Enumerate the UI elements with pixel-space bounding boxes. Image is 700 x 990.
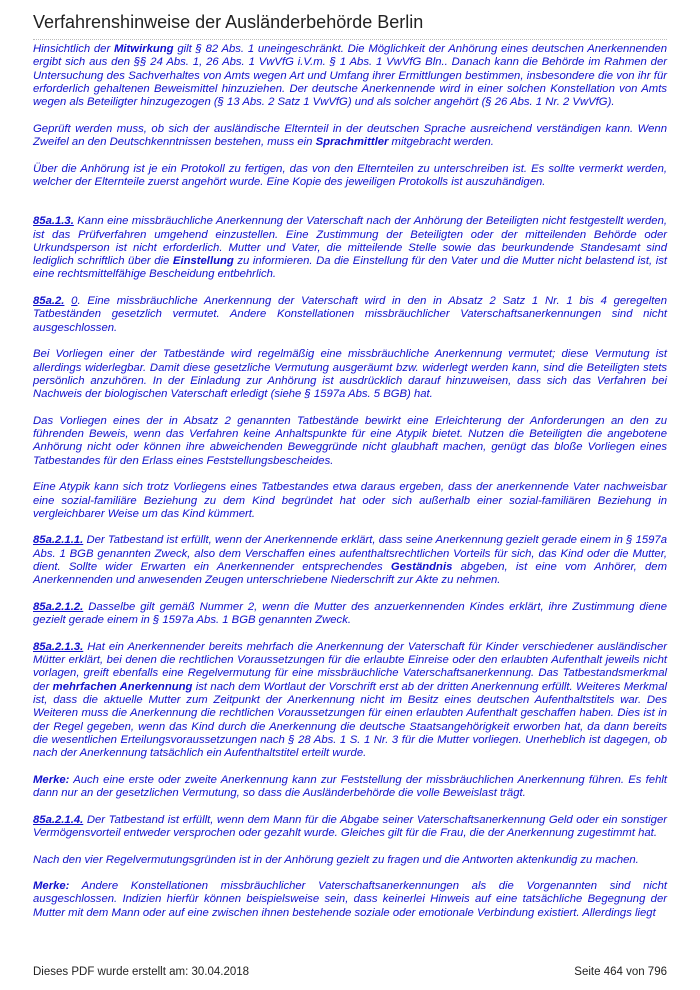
bold-term: Geständnis bbox=[390, 560, 453, 573]
paragraph-85a-2-1-1: 85a.2.1.1. Der Tatbestand ist erfüllt, wenn der Anerkennende erklärt, dass seine Anerkennung gezielt gerade einem in § 1597a Abs. 1 BGB genannten Zweck, also dem Verschaffen eines aufenthaltsrechtlichen Vorteils für sich, das Kind oder die Mutter, dient. Sollte wider Erwarten ein Anerkennender entsprechendes Geständnis abgeben, ist eine vom Anhörer, dem Anerkennenden und anwesenden Zeugen unterschriebene Niederschrift zur Akte zu nehmen. bbox=[33, 534, 667, 587]
document-body bbox=[33, 43, 667, 933]
section-ref-85a-2-1-1[interactable]: 85a.2.1.1. bbox=[33, 534, 84, 547]
section-ref-85a-2-1-4[interactable]: 85a.2.1.4. bbox=[33, 813, 84, 826]
bold-term: Einstellung bbox=[172, 255, 234, 268]
bold-term: mehrfachen Anerkennung bbox=[52, 680, 193, 693]
paragraph-protokoll: Über die Anhörung ist je ein Protokoll zu fertigen, das von den Elternteilen zu unterschreiben ist. Es sollte vermerkt werden, welcher der Elternteile zuerst angehört wurde. Eine Kopie des jeweiligen Protokolls ist auszuhändigen. bbox=[33, 162, 667, 188]
paragraph-85a-2-1-3: 85a.2.1.3. Hat ein Anerkennender bereits mehrfach die Anerkennung der Vaterschaft für Kinder verschiedener ausländischer Mütter erklärt, bei denen die rechtlichen Voraussetzungen für die erlaubte Einreise oder den erlaubten Aufenthalt jeweils nicht vorlagen, greift ebenfalls eine Regelvermutung für eine missbräuchliche Vaterschaftsanerkennung. Das Tatbestandsmerkmal der mehrfachen Anerkennung ist nach dem Wortlaut der Vorschrift erst ab der dritten Anerkennung erfüllt. Weiteres Merkmal ist, dass die aktuelle Mutter zum Zeitpunkt der Anerkennung nicht im Besitz eines deutschen Aufenthaltstitels war. Des Weiteren muss die Anerkennung die rechtlichen Voraussetzungen für einen erlaubten Aufenthalt geschaffen haben. Dies ist in der Regel gegeben, wenn das Kind durch die Anerkennung die deutsche Staatsangehörigkeit erworben hat, da dann bereits die wesentlichen Erteilungsvoraussetzungen nach § 28 Abs. 1 S. 1 Nr. 3 für die Mutter vorliegen. Unerheblich ist dagegen, ob nach der Anerkennung tatsächlich ein Aufenthaltstitel erteilt wurde. bbox=[33, 640, 668, 760]
paragraph-vermutung: Bei Vorliegen einer der Tatbestände wird regelmäßig eine missbräuchliche Anerkennung vermutet; diese Vermutung ist allerdings widerlegbar. Damit diese gesetzliche Vermutung ausgeräumt bzw. widerlegt werden kann, sind die Beteiligten stets persönlich anzuhören. In der Einladung zur Anhörung ist ausdrücklich darauf hinzuweisen, dass sich das Verfahren bei Nachweis der biologischen Vaterschaft erledigt (siehe § 1597a Abs. 5 BGB) hat. bbox=[33, 348, 667, 401]
paragraph-atypik: Eine Atypik kann sich trotz Vorliegens eines Tatbestandes etwa daraus ergeben, dass der anerkennende Vater nachweisbar eine sozial-familiäre Beziehung zu dem Kind begründet hat oder sich außerhalb einer sozial-familiären Beziehung in vergleichbarer Weise um das Kind kümmert. bbox=[33, 481, 667, 520]
section-ref-85a-2-1-3[interactable]: 85a.2.1.3. bbox=[33, 640, 84, 653]
paragraph-85a-1-3: 85a.1.3. Kann eine missbräuchliche Anerkennung der Vaterschaft nach der Anhörung der Beteiligten nicht festgestellt werden, ist das Prüfverfahren umgehend einzustellen. Eine Zustimmung der Beteiligten oder der mitteilenden Behörde oder Urkundsperson ist nicht erforderlich. Mutter und Vater, die mitteilende Stelle sowie das beurkundende Standesamt sind lediglich schriftlich über die Einstellung zu informieren. Da die Einstellung für den Vater und die Mutter nicht belastend ist, ist eine rechtsmittelfähige Bescheidung entbehrlich. bbox=[33, 215, 667, 281]
paragraph-85a-2-1-2: 85a.2.1.2. Dasselbe gilt gemäß Nummer 2, wenn die Mutter des anzuerkennenden Kindes erklärt, ihre Zustimmung diene gezielt gerade einem in § 1597a Abs. 1 BGB genannten Zweck. bbox=[33, 600, 667, 627]
paragraph-merke-2: Merke: Andere Konstellationen missbräuchlicher Vaterschaftsanerkennungen als die Vorgenannten sind nicht ausgeschlossen. Indizien hierfür können beispielsweise sein, dass keinerlei Hinweis auf eine tatsächliche Begegnung der Mutter mit dem Mann oder auf eine zwischen ihnen bestehende soziale oder emotionale Verbindung existiert. Allerdings liegt bbox=[33, 880, 667, 919]
page-footer bbox=[33, 966, 667, 978]
section-ref-85a-1-3[interactable]: 85a.1.3. bbox=[33, 215, 74, 228]
bold-term: Sprachmittler bbox=[315, 136, 389, 149]
bold-term: Mitwirkung bbox=[113, 43, 174, 55]
section-ref-85a-2-1-2[interactable]: 85a.2.1.2. bbox=[33, 600, 84, 613]
page-header-title: Verfahrenshinweise der Ausländerbehörde Berlin bbox=[33, 12, 667, 40]
paragraph-regelvermutung: Nach den vier Regelvermutungsgründen ist in der Anhörung gezielt zu fragen und die Antworten aktenkundig zu machen. bbox=[33, 853, 639, 866]
paragraph-sprachmittler: Geprüft werden muss, ob sich der ausländische Elternteil in der deutschen Sprache ausreichend verständigen kann. Wenn Zweifel an den Deutschkenntnissen bestehen, muss ein Sprachmittler mitgebracht werden. bbox=[33, 122, 667, 149]
paragraph-merke-1: Merke: Auch eine erste oder zweite Anerkennung kann zur Feststellung der missbräuchlichen Anerkennung führen. Es fehlt dann nur an der gesetzlichen Vermutung, so dass die Ausländerbehörde die volle Beweislast trägt. bbox=[33, 773, 667, 800]
footer-page-number: Seite 464 von 796 bbox=[574, 966, 667, 978]
section-ref-85a-2[interactable]: 85a.2. bbox=[33, 295, 65, 308]
paragraph-erleichterung: Das Vorliegen eines der in Absatz 2 genannten Tatbestände bewirkt eine Erleichterung der Anforderungen an den zu führenden Beweis, wenn das Verfahren keine Anhaltspunkte für eine Atypik bietet. Nutzen die Beteiligten die angebotene Anhörung nicht oder können ihre abweichenden Beweggründe nicht glaubhaft machen, genügt das bloße Vorliegen eines Tatbestandes für den Erlass eines Feststellungsbescheides. bbox=[33, 414, 667, 467]
merke-label: Merke: bbox=[33, 880, 70, 893]
paragraph-85a-2-1-4: 85a.2.1.4. Der Tatbestand ist erfüllt, wenn dem Mann für die Abgabe seiner Vaterschaftsanerkennung Geld oder ein sonstiger Vermögensvorteil entweder versprochen oder gezahlt wurde. Gleiches gilt für die Frau, die der Anerkennung zugestimmt hat. bbox=[33, 813, 667, 839]
section-ref-0[interactable]: 0 bbox=[71, 295, 78, 308]
paragraph-mitwirkung: Hinsichtlich der Mitwirkung gilt § 82 Abs. 1 uneingeschränkt. Die Möglichkeit der Anhörung eines deutschen Anerkennenden ergibt sich aus den §§ 24 Abs. 1, 26 Abs. 1 VwVfG i.V.m. § 1 Abs. 1 VwVfG Bln.. Danach kann die Behörde im Rahmen der Untersuchung des Sachverhaltes von Amts wegen Art und Umfang ihrer Ermittlungen bestimmen, insbesondere die von ihr für erforderlich gehaltenen Beweismittel hinzuziehen. Der deutsche Anerkennende wird in einer solchen Konstellation von Amts wegen als Beteiligter hinzugezogen (§ 13 Abs. 2 Satz 1 VwVfG) und als solcher angehört (§ 26 Abs. 1 Nr. 2 VwVfG). bbox=[33, 43, 667, 109]
merke-label: Merke: bbox=[33, 773, 70, 786]
footer-created-date: Dieses PDF wurde erstellt am: 30.04.2018 bbox=[33, 966, 250, 978]
paragraph-85a-2: 85a.2. 0. Eine missbräuchliche Anerkennung der Vaterschaft wird in den in Absatz 2 Satz 1 Nr. 1 bis 4 geregelten Tatbeständen gesetzlich vermutet. Andere Konstellationen missbräuchlicher Vaterschaftsanerkennungen sind nicht ausgeschlossen. bbox=[33, 295, 667, 334]
